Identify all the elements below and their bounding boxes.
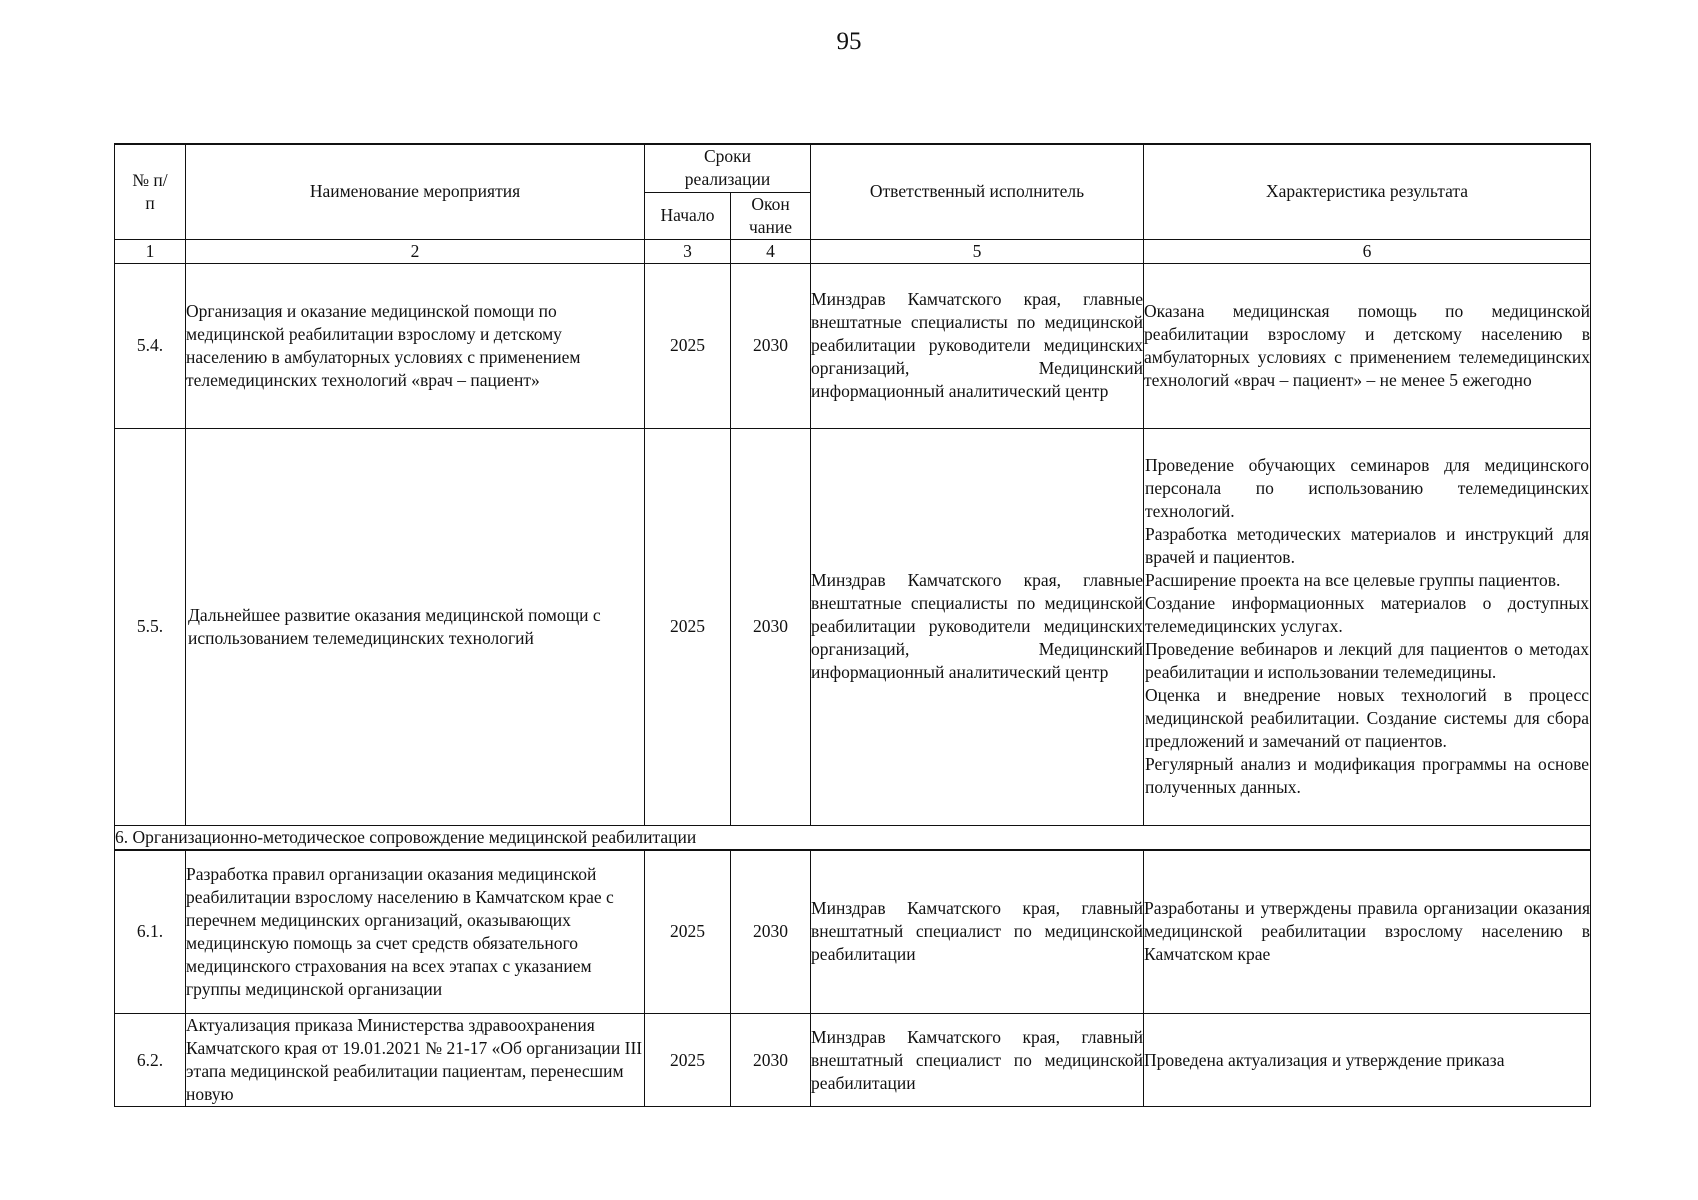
row-end: 2030 [731,850,811,1014]
row-start: 2025 [645,1014,731,1107]
row-executor: Минздрав Камчатского края, главные внештатные специалисты по медицинской реабилитации руководители медицинских организаций, Медицинский информационный аналитический центр [811,428,1144,825]
result-line: Проведение вебинаров и лекций для пациентов о методах реабилитации и использовании телемедицины. [1145,639,1590,682]
column-number: 5 [811,239,1144,263]
column-number: 1 [115,239,186,263]
row-name: Разработка правил организации оказания медицинской реабилитации взрослому населению в Камчатском крае с перечнем медицинских организаций, оказывающих медицинскую помощь за счет средств обязательного медицинского страхования на всех этапах с указанием группы медицинской организации [186,850,645,1014]
table-row [115,850,1591,1014]
table-row [115,428,1591,825]
table-row [115,1014,1591,1107]
section-row [115,825,1591,850]
row-end: 2030 [731,428,811,825]
header-num: № п/п [115,144,186,239]
result-line: Оценка и внедрение новых технологий в процесс медицинской реабилитации. Создание системы для сбора предложений и замечаний от пациентов. [1145,685,1590,751]
row-end: 2030 [731,1014,811,1107]
row-num: 5.5. [115,428,186,825]
row-num: 5.4. [115,263,186,428]
header-end: Окон чание [731,192,811,239]
row-end: 2030 [731,263,811,428]
row-num: 6.2. [115,1014,186,1107]
header-terms: Сроки реализации [645,144,811,192]
header-executor: Ответственный исполнитель [811,144,1144,239]
row-num: 6.1. [115,850,186,1014]
activities-table [114,143,1591,1107]
result-line: Расширение проекта на все целевые группы пациентов. [1145,570,1561,590]
section-title: 6. Организационно-методическое сопровождение медицинской реабилитации [115,825,1591,850]
column-numbers-row [115,239,1591,263]
row-name: Актуализация приказа Министерства здравоохранения Камчатского края от 19.01.2021 № 21-17 «Об организации III этапа медицинской реабилитации пациентам, перенесшим новую [186,1014,645,1107]
row-result: Оказана медицинская помощь по медицинской реабилитации взрослому и детскому населению в амбулаторных условиях с применением телемедицинских технологий «врач – пациент» – не менее 5 ежегодно [1144,263,1591,428]
column-number: 4 [731,239,811,263]
header-start: Начало [645,192,731,239]
column-number: 2 [186,239,645,263]
column-number: 6 [1144,239,1591,263]
result-line: Разработка методических материалов и инструкций для врачей и пациентов. [1145,524,1590,567]
row-start: 2025 [645,428,731,825]
header-name: Наименование мероприятия [186,144,645,239]
result-line: Проведение обучающих семинаров для медицинского персонала по использованию телемедицинских технологий. [1145,455,1590,521]
page-number: 95 [836,28,862,55]
row-name: Организация и оказание медицинской помощи по медицинской реабилитации взрослому и детскому населению в амбулаторных условиях с применением телемедицинских технологий «врач – пациент» [186,263,645,428]
header-result: Характеристика результата [1144,144,1591,239]
row-start: 2025 [645,850,731,1014]
column-number: 3 [645,239,731,263]
row-executor: Минздрав Камчатского края, главный внештатный специалист по медицинской реабилитации [811,850,1144,1014]
header-row-1 [115,144,1591,192]
row-name: Дальнейшее развитие оказания медицинской помощи с использованием телемедицинских технологий [186,428,645,825]
row-result [1144,428,1591,825]
result-line: Регулярный анализ и модификация программы на основе полученных данных. [1145,754,1590,797]
table-row [115,263,1591,428]
row-start: 2025 [645,263,731,428]
row-result: Разработаны и утверждены правила организации оказания медицинской реабилитации взрослому населению в Камчатском крае [1144,850,1591,1014]
row-executor: Минздрав Камчатского края, главный внештатный специалист по медицинской реабилитации [811,1014,1144,1107]
row-executor: Минздрав Камчатского края, главные внештатные специалисты по медицинской реабилитации руководители медицинских организаций, Медицинский информационный аналитический центр [811,263,1144,428]
result-line: Создание информационных материалов о доступных телемедицинских услугах. [1145,593,1590,636]
row-result: Проведена актуализация и утверждение приказа [1144,1014,1591,1107]
